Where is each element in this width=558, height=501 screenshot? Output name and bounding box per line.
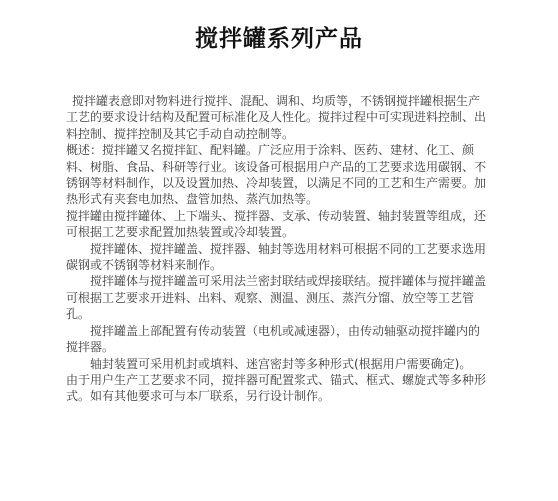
text-line: 式。如有其他要求可与本厂联系，另行设计制作。 bbox=[66, 389, 331, 404]
page-title: 搅拌罐系列产品 bbox=[195, 26, 363, 52]
text-line: 锈钢等材料制作，以及设置加热、冷却装置，以满足不同的工艺和生产需要。加 bbox=[66, 176, 487, 191]
text-line: 搅拌罐盖上部配置有传动装置（电机或减速器），由传动轴驱动搅拌罐内的 bbox=[90, 323, 481, 338]
text-line: 工艺的要求设计结构及配置可标准化及人性化。搅拌过程中可实现进料控制、出 bbox=[66, 110, 487, 125]
text-line: 轴封装置可采用机封或填料、迷宫密封等多种形式(根据用户需要确定)。 bbox=[90, 356, 472, 371]
text-line: 可根据工艺要求配置加热装置或冷却装置。 bbox=[66, 225, 295, 240]
text-line: 搅拌器。 bbox=[66, 340, 115, 355]
text-line: 料控制、搅拌控制及其它手动自动控制等。 bbox=[66, 126, 295, 141]
text-line: 热形式有夹套电加热、盘管加热、蒸汽加热等。 bbox=[66, 192, 319, 207]
text-line: 搅拌罐体、搅拌罐盖、搅拌器、轴封等选用材料可根据不同的工艺要求选用 bbox=[90, 241, 487, 256]
text-line: 搅拌罐由搅拌罐体、上下端头、搅拌器、支承、传动装置、轴封装置等组成，还 bbox=[66, 208, 487, 223]
text-line: 料、树脂、食品、科研等行业。该设备可根据用户产品的工艺要求选用碳钢、不 bbox=[66, 159, 487, 174]
text-line: 可根据工艺要求开进料、出料、观察、测温、测压、蒸汽分馏、放空等工艺管 bbox=[66, 290, 475, 305]
text-line: 由于用户生产工艺要求不同，搅拌器可配置浆式、锚式、框式、螺旋式等多种形 bbox=[66, 372, 487, 387]
text-line: 碳钢或不锈钢等材料来制作。 bbox=[66, 258, 223, 273]
text-line: 孔。 bbox=[66, 307, 91, 322]
article-body bbox=[66, 93, 508, 405]
text-line: 概述：搅拌罐又名搅拌缸、配料罐。广泛应用于涂料、医药、建材、化工、颜 bbox=[66, 143, 475, 158]
text-line: 搅拌罐表意即对物料进行搅拌、混配、调和、均质等，不锈钢搅拌罐根据生产 bbox=[72, 94, 481, 108]
text-line: 搅拌罐体与搅拌罐盖可采用法兰密封联结或焊接联结。搅拌罐体与搅拌罐盖 bbox=[90, 274, 487, 289]
